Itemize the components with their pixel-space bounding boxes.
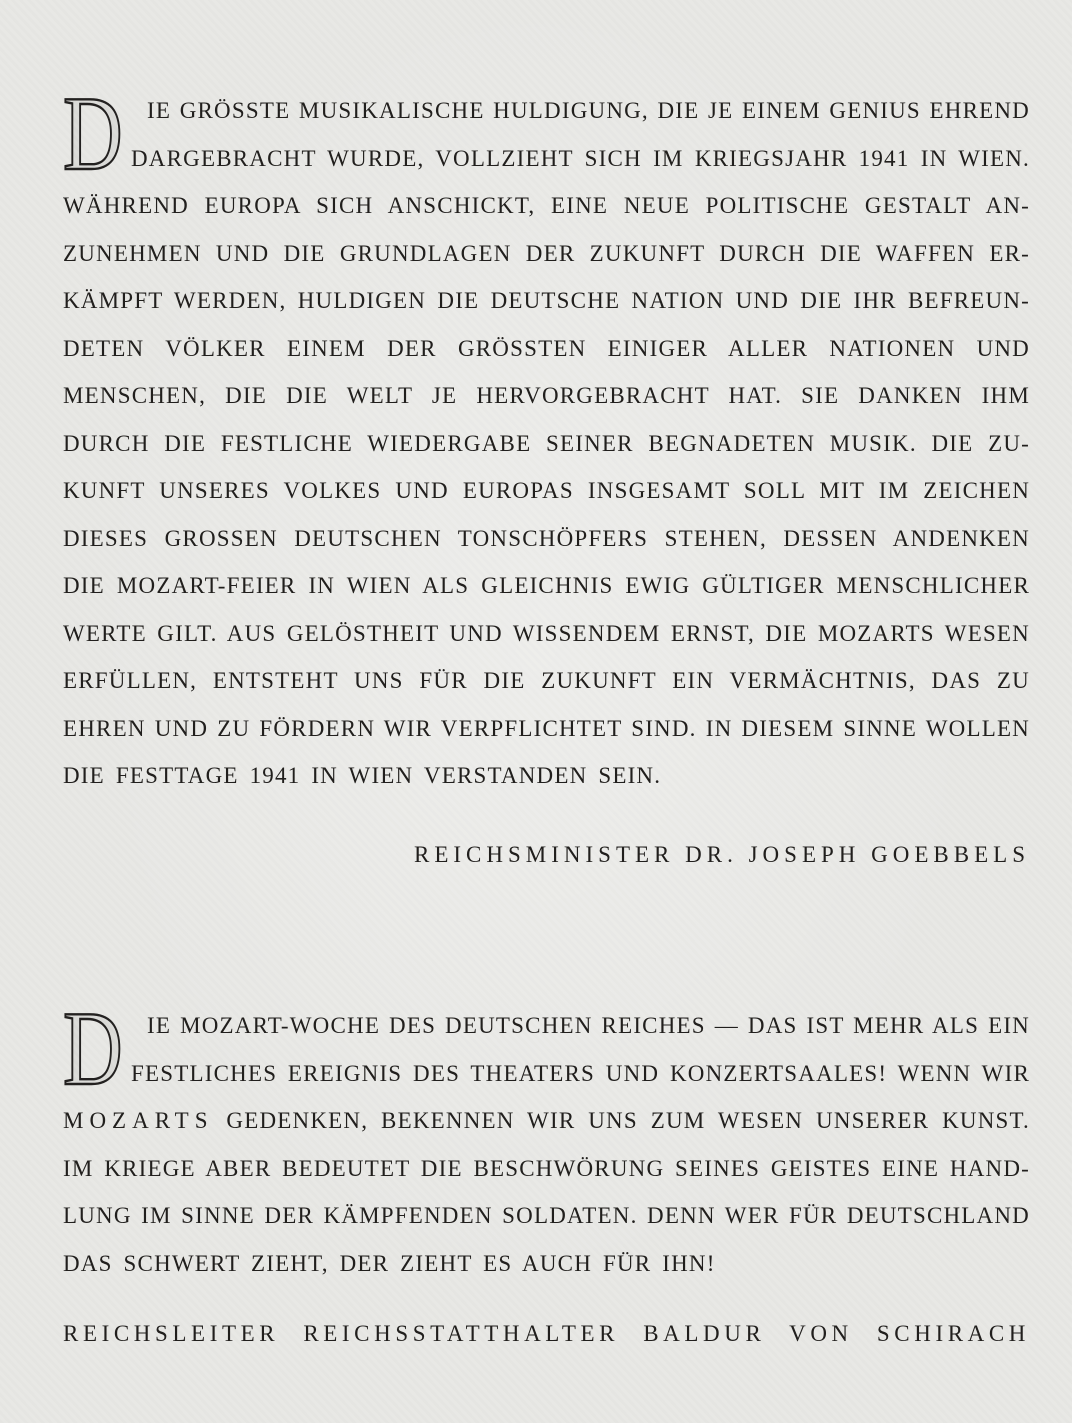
text-line: LUNG IM SINNE DER KÄMPFENDEN SOLDATEN. DENN WER FÜR DEUTSCHLAND <box>63 1203 1030 1228</box>
text-line: IM KRIEGE ABER BEDEUTET DIE BESCHWÖRUNG SEINES GEISTES EINE HAND- <box>63 1155 1030 1181</box>
text-line-continuation: GEDENKEN, BEKENNEN WIR UNS ZUM WESEN UNSERER KUNST. <box>226 1108 1030 1133</box>
text-line: DIE FESTTAGE 1941 IN WIEN VERSTANDEN SEIN. <box>63 763 662 788</box>
text-line: WERTE GILT. AUS GELÖSTHEIT UND WISSENDEM ERNST, DIE MOZARTS WESEN <box>63 620 1030 646</box>
text-line: DAS SCHWERT ZIEHT, DER ZIEHT ES AUCH FÜR IHN! <box>63 1250 716 1276</box>
attribution-goebbels: REICHSMINISTER DR. JOSEPH GOEBBELS <box>414 842 1030 867</box>
text-line: DIESES GROSSEN DEUTSCHEN TONSCHÖPFERS STEHEN, DESSEN ANDENKEN <box>63 525 1030 551</box>
text-line: WÄHREND EUROPA SICH ANSCHICKT, EINE NEUE POLITISCHE GESTALT AN- <box>63 193 1030 218</box>
text-line: DIE MOZART-FEIER IN WIEN ALS GLEICHNIS EWIG GÜLTIGER MENSCHLICHER <box>63 573 1030 598</box>
attribution-schirach: REICHSLEITER REICHSSTATTHALTER BALDUR VON SCHIRACH <box>63 1321 1030 1346</box>
text-line: FESTLICHES EREIGNIS DES THEATERS UND KONZERTSAALES! WENN WIR <box>131 1060 1030 1086</box>
emphasized-word: MOZARTS <box>63 1108 214 1133</box>
text-line: ZUNEHMEN UND DIE GRUNDLAGEN DER ZUKUNFT DURCH DIE WAFFEN ER- <box>63 240 1030 266</box>
text-line: ERFÜLLEN, ENTSTEHT UNS FÜR DIE ZUKUNFT EIN VERMÄCHTNIS, DAS ZU <box>63 668 1030 693</box>
text-line <box>63 1097 1030 1145</box>
text-line: DURCH DIE FESTLICHE WIEDERGABE SEINER BEGNADETEN MUSIK. DIE ZU- <box>63 430 1030 456</box>
text-line: IE MOZART-WOCHE DES DEUTSCHEN REICHES — DAS IST MEHR ALS EIN <box>147 1013 1030 1038</box>
text-line: DARGEBRACHT WURDE, VOLLZIEHT SICH IM KRIEGSJAHR 1941 IN WIEN. <box>131 145 1030 171</box>
text-line: IE GRÖSSTE MUSIKALISCHE HULDIGUNG, DIE JE EINEM GENIUS EHREND <box>147 98 1030 123</box>
text-line: DETEN VÖLKER EINEM DER GRÖSSTEN EINIGER ALLER NATIONEN UND <box>63 335 1030 361</box>
text-line: EHREN UND ZU FÖRDERN WIR VERPFLICHTET SIND. IN DIESEM SINNE WOLLEN <box>63 715 1030 741</box>
goebbels-quote-paragraph <box>63 75 1030 800</box>
drop-cap: D <box>63 990 123 1107</box>
text-line: KÄMPFT WERDEN, HULDIGEN DIE DEUTSCHE NATION UND DIE IHR BEFREUN- <box>63 288 1030 313</box>
drop-cap: D <box>63 75 123 192</box>
text-line: MENSCHEN, DIE DIE WELT JE HERVORGEBRACHT HAT. SIE DANKEN IHM <box>63 383 1030 408</box>
text-line: KUNFT UNSERES VOLKES UND EUROPAS INSGESAMT SOLL MIT IM ZEICHEN <box>63 478 1030 503</box>
schirach-quote-paragraph <box>63 990 1030 1287</box>
